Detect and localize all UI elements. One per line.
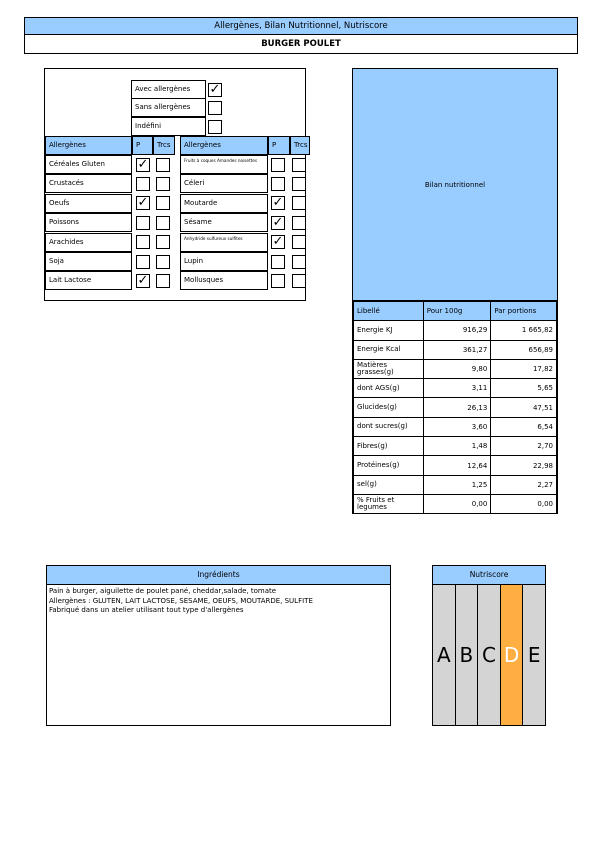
col-header-label: Libellé xyxy=(354,302,424,321)
legend-without-allergens: Sans allergènes xyxy=(131,98,206,117)
col-header-per100: Pour 100g xyxy=(423,302,491,321)
allergen-name: Céleri xyxy=(180,174,268,193)
legend-checkbox[interactable]: ✓ xyxy=(209,82,221,97)
allergen-checkbox-p[interactable] xyxy=(271,274,285,288)
allergen-checkbox-trcs[interactable] xyxy=(292,158,306,172)
nutriscore-grade-a: A xyxy=(433,585,456,725)
allergen-name: Fruits à coques Amandes noisettes xyxy=(180,155,268,174)
nutrition-table xyxy=(353,301,557,514)
allergen-checkbox-trcs[interactable] xyxy=(292,216,306,230)
allergen-checkbox-trcs[interactable] xyxy=(156,235,170,249)
allergen-checkbox-p[interactable]: ✓ xyxy=(272,234,284,250)
allergen-checkbox-p[interactable]: ✓ xyxy=(137,195,149,211)
allergen-name: Oeufs xyxy=(45,194,132,213)
nutrition-portion: 5,65 xyxy=(491,379,557,398)
allergen-name: Soja xyxy=(45,252,132,271)
col-header-trcs-right: Trcs xyxy=(290,136,310,155)
allergen-checkbox-p[interactable] xyxy=(271,255,285,269)
allergen-name: Poissons xyxy=(45,213,132,232)
allergen-checkbox-p[interactable] xyxy=(271,177,285,191)
nutrition-per100: 12,64 xyxy=(423,456,491,475)
col-header-portion: Par portions xyxy=(491,302,557,321)
allergen-checkbox-trcs[interactable] xyxy=(292,235,306,249)
nutrition-portion: 0,00 xyxy=(491,494,557,513)
nutrition-label: dont AGS(g) xyxy=(354,379,424,398)
allergen-name: Lupin xyxy=(180,252,268,271)
col-header-allergens-right: Allergènes xyxy=(180,136,268,155)
nutrition-row xyxy=(354,475,557,494)
legend-checkbox[interactable] xyxy=(208,101,222,115)
nutrition-title: Bilan nutritionnel xyxy=(353,69,557,301)
nutrition-per100: 3,11 xyxy=(423,379,491,398)
document-title: Allergènes, Bilan Nutritionnel, Nutriscore xyxy=(24,17,578,35)
nutrition-row xyxy=(354,437,557,456)
nutrition-header-row xyxy=(354,302,557,321)
allergen-checkbox-trcs[interactable] xyxy=(156,216,170,230)
nutrition-portion: 17,82 xyxy=(491,359,557,378)
allergen-name: Arachides xyxy=(45,233,132,252)
nutrition-label: Glucides(g) xyxy=(354,398,424,417)
nutriscore-scale xyxy=(433,585,545,725)
nutrition-portion: 2,27 xyxy=(491,475,557,494)
nutrition-portion: 1 665,82 xyxy=(491,321,557,340)
allergen-checkbox-trcs[interactable] xyxy=(292,196,306,210)
allergen-checkbox-trcs[interactable] xyxy=(156,177,170,191)
nutrition-row xyxy=(354,321,557,340)
nutrition-row xyxy=(354,359,557,378)
nutrition-label: Fibres(g) xyxy=(354,437,424,456)
allergen-name: Céréales Gluten xyxy=(45,155,132,174)
nutriscore-grade-d: D xyxy=(501,585,524,725)
ingredients-line: Pain à burger, aiguilette de poulet pané, cheddar,salade, tomate xyxy=(49,587,277,595)
ingredients-allergens-line: Allergènes : GLUTEN, LAIT LACTOSE, SESAME, OEUFS, MOUTARDE, SULFITE xyxy=(49,596,313,605)
allergen-checkbox-p[interactable]: ✓ xyxy=(272,214,284,230)
nutrition-label: Protéines(g) xyxy=(354,456,424,475)
legend-undefined: Indéfini xyxy=(131,117,206,136)
allergen-checkbox-trcs[interactable] xyxy=(292,177,306,191)
nutriscore-panel xyxy=(432,565,546,726)
nutrition-per100: 1,25 xyxy=(423,475,491,494)
col-header-allergens-left: Allergènes xyxy=(45,136,132,155)
nutrition-per100: 1,48 xyxy=(423,437,491,456)
allergen-name: Anhydride sulfureux sulfites xyxy=(180,233,268,252)
nutrition-per100: 916,29 xyxy=(423,321,491,340)
nutrition-panel xyxy=(352,68,558,514)
legend-with-allergens: Avec allergènes xyxy=(131,80,206,99)
product-name: BURGER POULET xyxy=(24,35,578,54)
nutrition-label: dont sucres(g) xyxy=(354,417,424,436)
allergen-checkbox-p[interactable] xyxy=(271,158,285,172)
allergen-name: Mollusques xyxy=(180,271,268,290)
allergen-checkbox-trcs[interactable] xyxy=(292,274,306,288)
allergen-name: Lait Lactose xyxy=(45,271,132,290)
allergen-name: Crustacés xyxy=(45,174,132,193)
allergen-checkbox-p[interactable]: ✓ xyxy=(272,195,284,211)
nutrition-row xyxy=(354,398,557,417)
nutrition-label: Energie KJ xyxy=(354,321,424,340)
ingredients-note-line: Fabriqué dans un atelier utilisant tout type d'allergènes xyxy=(49,606,244,614)
nutrition-label: sel(g) xyxy=(354,475,424,494)
ingredients-panel xyxy=(46,565,391,726)
allergen-name: Sésame xyxy=(180,213,268,232)
allergen-checkbox-trcs[interactable] xyxy=(156,196,170,210)
nutriscore-grade-e: E xyxy=(523,585,545,725)
allergen-checkbox-trcs[interactable] xyxy=(156,274,170,288)
allergen-checkbox-p[interactable] xyxy=(136,255,150,269)
allergen-checkbox-p[interactable] xyxy=(136,216,150,230)
allergen-name: Moutarde xyxy=(180,194,268,213)
nutrition-row xyxy=(354,379,557,398)
nutrition-row xyxy=(354,456,557,475)
allergen-checkbox-trcs[interactable] xyxy=(156,255,170,269)
allergen-checkbox-p[interactable] xyxy=(136,177,150,191)
col-header-p-left: P xyxy=(132,136,153,155)
nutrition-per100: 3,60 xyxy=(423,417,491,436)
nutrition-portion: 22,98 xyxy=(491,456,557,475)
allergen-checkbox-trcs[interactable] xyxy=(156,158,170,172)
allergen-checkbox-p[interactable] xyxy=(136,235,150,249)
nutrition-label: Energie Kcal xyxy=(354,340,424,359)
allergen-checkbox-p[interactable]: ✓ xyxy=(137,156,149,172)
legend-checkbox[interactable] xyxy=(208,120,222,134)
nutriscore-grade-b: B xyxy=(456,585,479,725)
nutrition-row xyxy=(354,340,557,359)
allergen-checkbox-trcs[interactable] xyxy=(292,255,306,269)
nutrition-per100: 361,27 xyxy=(423,340,491,359)
allergen-checkbox-p[interactable]: ✓ xyxy=(137,272,149,288)
nutriscore-title: Nutriscore xyxy=(433,566,545,585)
nutrition-per100: 9,80 xyxy=(423,359,491,378)
nutrition-portion: 2,70 xyxy=(491,437,557,456)
ingredients-title: Ingrédients xyxy=(47,566,390,585)
ingredients-text xyxy=(47,585,390,618)
nutrition-per100: 0,00 xyxy=(423,494,491,513)
nutrition-label: % Fruits et legumes xyxy=(354,494,424,513)
nutrition-per100: 26,13 xyxy=(423,398,491,417)
col-header-p-right: P xyxy=(268,136,290,155)
nutrition-portion: 6,54 xyxy=(491,417,557,436)
nutrition-row xyxy=(354,417,557,436)
col-header-trcs-left: Trcs xyxy=(153,136,175,155)
nutrition-portion: 47,51 xyxy=(491,398,557,417)
nutrition-label: Matières grasses(g) xyxy=(354,359,424,378)
allergen-panel xyxy=(44,68,306,301)
nutrition-row xyxy=(354,494,557,513)
nutrition-portion: 656,89 xyxy=(491,340,557,359)
nutriscore-grade-c: C xyxy=(478,585,501,725)
